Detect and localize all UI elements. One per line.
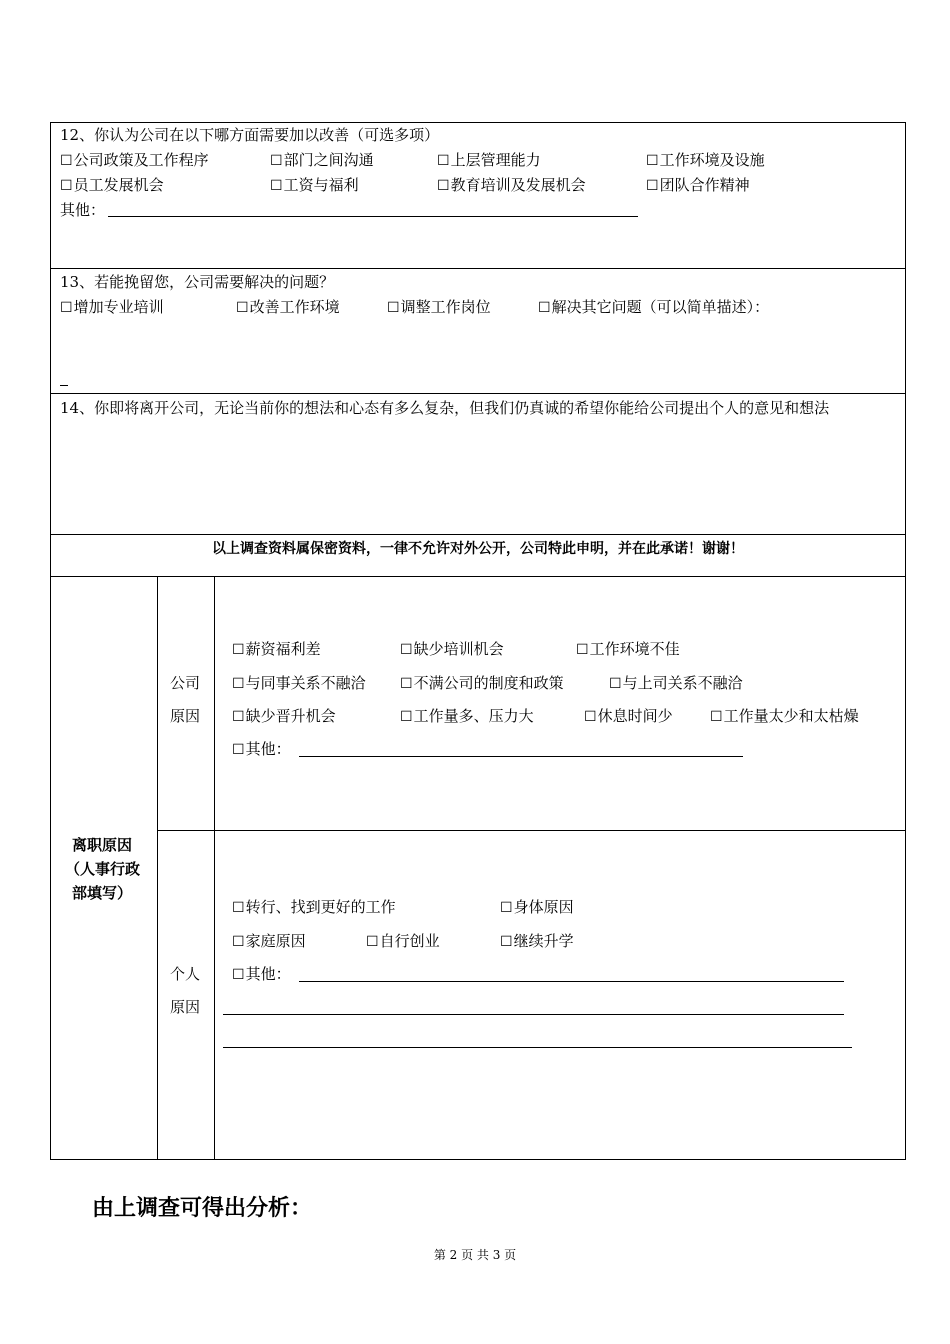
- col-divider-reason-label: [214, 576, 215, 1160]
- row-divider-personal: [157, 830, 906, 831]
- company-reason-checkbox[interactable]: ☐ 缺少培训机会: [400, 639, 504, 660]
- company-reason-checkbox[interactable]: ☐ 工作量多、压力大: [400, 706, 534, 727]
- q12-option-checkbox[interactable]: ☐ 教育培训及发展机会: [437, 175, 586, 196]
- personal-reason-checkbox[interactable]: ☐ 家庭原因: [232, 931, 306, 952]
- company-reason-checkbox[interactable]: ☐ 薪资福利差: [232, 639, 321, 660]
- q12-option-checkbox[interactable]: ☐ 工资与福利: [270, 175, 359, 196]
- company-reason-label: 公司: [170, 674, 201, 692]
- company-reason-other-label[interactable]: ☐ 其他：: [232, 739, 291, 760]
- personal-reason-checkbox[interactable]: ☐ 转行、找到更好的工作: [232, 897, 396, 918]
- company-reason-checkbox[interactable]: ☐ 不满公司的制度和政策: [400, 673, 564, 694]
- personal-reason-other-line[interactable]: [223, 1014, 844, 1015]
- row-divider-reason: [50, 576, 906, 577]
- q13-option-checkbox[interactable]: ☐ 改善工作环境: [236, 297, 340, 318]
- personal-reason-label: 个人: [170, 965, 201, 983]
- analysis-heading: 由上调查可得出分析：: [92, 1196, 313, 1221]
- col-divider-reason-title: [157, 576, 158, 1160]
- q12-option-checkbox[interactable]: ☐ 团队合作精神: [646, 175, 750, 196]
- company-reason-checkbox[interactable]: ☐ 与同事关系不融洽: [232, 673, 366, 694]
- page-footer: 第 2 页 共 3 页: [433, 1248, 517, 1262]
- reason-title-line: （人事行政: [65, 860, 141, 878]
- personal-reason-other-label[interactable]: ☐ 其他：: [232, 964, 291, 985]
- company-reason-checkbox[interactable]: ☐ 缺少晋升机会: [232, 706, 336, 727]
- q13-answer-line[interactable]: [60, 385, 68, 386]
- reason-title-line: 离职原因: [72, 836, 133, 854]
- company-reason-checkbox[interactable]: ☐ 与上司关系不融洽: [609, 673, 743, 694]
- q12-option-checkbox[interactable]: ☐ 上层管理能力: [437, 150, 541, 171]
- personal-reason-checkbox[interactable]: ☐ 身体原因: [500, 897, 574, 918]
- q14-answer-area[interactable]: [55, 422, 900, 530]
- row-divider-q14: [50, 393, 906, 394]
- reason-title-line: 部填写）: [72, 884, 133, 902]
- company-reason-checkbox[interactable]: ☐ 工作量太少和太枯燥: [710, 706, 859, 727]
- row-divider-q13: [50, 268, 906, 269]
- company-reason-checkbox[interactable]: ☐ 休息时间少: [584, 706, 673, 727]
- q12-other-input-line[interactable]: [108, 216, 638, 217]
- q12-option-checkbox[interactable]: ☐ 部门之间沟通: [270, 150, 374, 171]
- q13-option-checkbox[interactable]: ☐ 解决其它问题（可以简单描述）：: [538, 297, 769, 318]
- q12-option-checkbox[interactable]: ☐ 公司政策及工作程序: [60, 150, 209, 171]
- q14-question: 14、你即将离开公司，无论当前你的想法和心态有多么复杂，但我们仍真诚的希望你能给公司提出个人的意见和想法: [60, 399, 830, 417]
- confidential-notice: 以上调查资料属保密资料，一律不允许对外公开，公司特此申明，并在此承诺！谢谢！: [212, 541, 744, 557]
- personal-reason-checkbox[interactable]: ☐ 自行创业: [366, 931, 440, 952]
- row-divider-notice: [50, 534, 906, 535]
- q12-option-checkbox[interactable]: ☐ 员工发展机会: [60, 175, 164, 196]
- personal-reason-other-line[interactable]: [299, 981, 844, 982]
- q12-question: 12、你认为公司在以下哪方面需要加以改善（可选多项）: [60, 126, 440, 144]
- personal-reason-label: 原因: [170, 998, 201, 1016]
- q13-option-checkbox[interactable]: ☐ 调整工作岗位: [387, 297, 491, 318]
- q13-option-checkbox[interactable]: ☐ 增加专业培训: [60, 297, 164, 318]
- company-reason-checkbox[interactable]: ☐ 工作环境不佳: [576, 639, 680, 660]
- q12-option-checkbox[interactable]: ☐ 工作环境及设施: [646, 150, 765, 171]
- company-reason-label: 原因: [170, 707, 201, 725]
- company-reason-other-line[interactable]: [299, 756, 743, 757]
- q12-other-label: 其他：: [60, 201, 106, 219]
- q13-question: 13、若能挽留您，公司需要解决的问题？: [60, 273, 335, 291]
- personal-reason-checkbox[interactable]: ☐ 继续升学: [500, 931, 574, 952]
- personal-reason-other-line[interactable]: [223, 1047, 852, 1048]
